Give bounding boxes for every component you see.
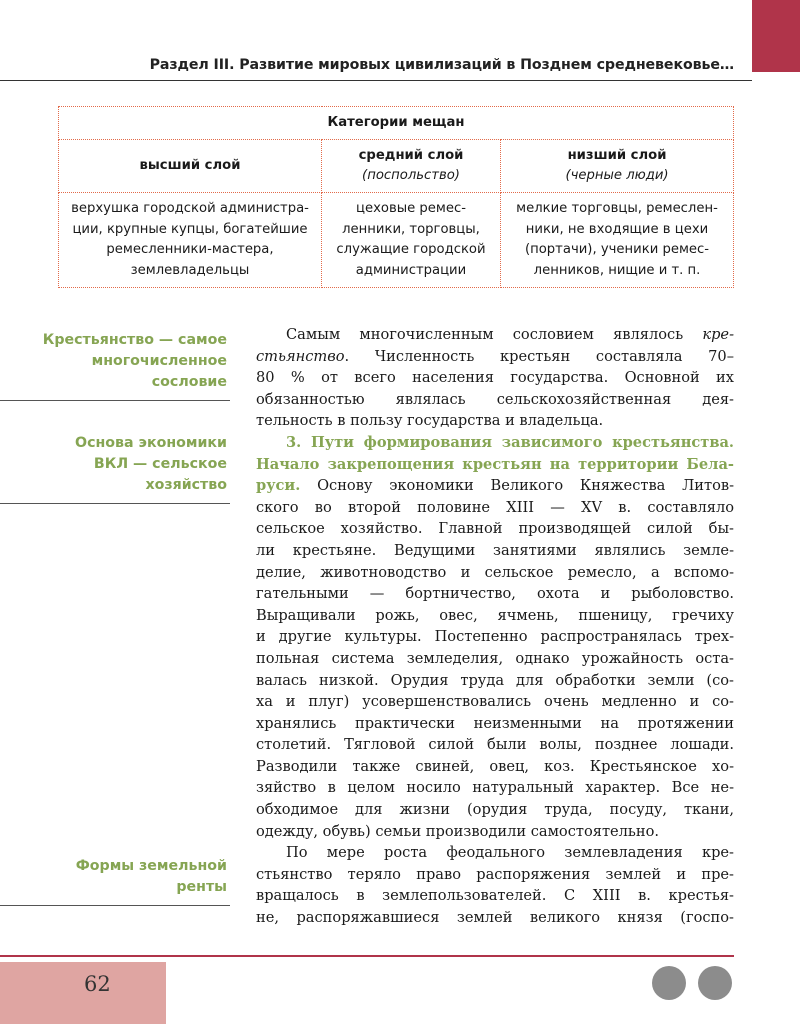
cell-line: цеховые ремес- bbox=[355, 201, 466, 216]
margin-note-economy bbox=[0, 433, 230, 504]
margin-note-peasantry bbox=[0, 330, 230, 401]
text-line: делие, животноводство и сельское ремесло, а вспомо- bbox=[256, 563, 734, 581]
column-header-middle bbox=[322, 140, 501, 193]
section-heading: Начало закрепощения крестьян на территории Бела- bbox=[256, 455, 734, 473]
column-header-name: средний слой bbox=[358, 147, 464, 163]
header-rule bbox=[0, 80, 752, 81]
note-rule bbox=[0, 400, 230, 401]
decorative-dot-icon bbox=[698, 966, 732, 1000]
text-line: вращалось в землепользователей. С XIII в. крестья- bbox=[256, 887, 734, 905]
note-line: Формы земельной bbox=[75, 858, 227, 874]
note-rule bbox=[0, 905, 230, 906]
note-line: сословие bbox=[151, 374, 227, 390]
table-header-row bbox=[59, 140, 734, 193]
text-line: тельность в пользу государства и владельца. bbox=[256, 412, 604, 430]
column-header-upper bbox=[59, 140, 322, 193]
text-line: ха и плуг) усовершенствовались очень медленно и со- bbox=[256, 693, 734, 711]
column-header-sub: (поспольство) bbox=[362, 168, 460, 183]
text-line: Выращивали рожь, овес, ячмень, пшеницу, гречиху bbox=[256, 606, 734, 624]
table-cell-lower bbox=[501, 193, 734, 288]
text-line: 80 % от всего населения государства. Основной их bbox=[256, 369, 734, 387]
text-line: Разводили также свиней, овец, коз. Крестьянское хо- bbox=[256, 757, 734, 775]
text-line: валась низкой. Орудия труда для обработки земли (со- bbox=[256, 671, 734, 689]
footer-rule bbox=[0, 955, 734, 957]
text-line: гательными — бортничество, охота и рыболовство. bbox=[256, 585, 734, 603]
note-line: ВКЛ — сельское bbox=[93, 456, 227, 472]
text-line: сельское хозяйство. Главной производящей силой бы- bbox=[256, 520, 734, 538]
section-heading: 3. Пути формирования зависимого крестьянства. bbox=[286, 433, 734, 451]
decorative-dot-icon bbox=[652, 966, 686, 1000]
cell-line: мелкие торговцы, ремеслен- bbox=[516, 201, 718, 216]
text-line: и другие культуры. Постепенно распространялась трех- bbox=[256, 628, 734, 646]
text-line: хранялись практически неизменными на протяжении bbox=[256, 714, 734, 732]
cell-line: администрации bbox=[355, 262, 467, 278]
cell-line: ленников, нищие и т. п. bbox=[533, 262, 701, 278]
table-title-row bbox=[59, 107, 734, 140]
column-header-lower bbox=[501, 140, 734, 193]
text-line: руси. Основу экономики Великого Княжества Литов- bbox=[256, 477, 734, 495]
table-cell-middle bbox=[322, 193, 501, 288]
text-line: ли крестьяне. Ведущими занятиями являлись земле- bbox=[256, 541, 734, 559]
section-color-tab bbox=[752, 0, 800, 72]
body-text bbox=[256, 324, 734, 929]
cell-line: ции, крупные купцы, богатейшие bbox=[72, 221, 308, 237]
table-row bbox=[59, 193, 734, 288]
text-line: обязанностью являлась сельскохозяйственная дея- bbox=[256, 390, 734, 408]
text-line: польная система земледелия, однако урожайность оста- bbox=[256, 649, 734, 667]
cell-line: верхушка городской администра- bbox=[71, 201, 309, 216]
page-number: 62 bbox=[84, 972, 111, 996]
note-line: хозяйство bbox=[145, 477, 227, 493]
column-header-sub: (черные люди) bbox=[565, 168, 669, 183]
text-line: стьянство. Численность крестьян составляла 70– bbox=[256, 347, 734, 365]
cell-line: (портачи), ученики ремес- bbox=[524, 242, 710, 257]
text-line: обходимое для жизни (орудия труда, посуду, ткани, bbox=[256, 801, 734, 819]
text-line: столетий. Тягловой силой были волы, позднее лошади. bbox=[256, 736, 734, 754]
cell-line: ремесленники-мастера, bbox=[106, 242, 274, 257]
margin-note-rent bbox=[0, 856, 230, 906]
note-rule bbox=[0, 503, 230, 504]
section-heading: руси. bbox=[256, 477, 301, 495]
note-line: многочисленное bbox=[91, 353, 227, 369]
text-line: не, распоряжавшиеся землей великого князя (госпо- bbox=[256, 909, 734, 927]
burghers-categories-table bbox=[58, 106, 734, 288]
text-line: По мере роста феодального землевладения кре- bbox=[286, 844, 734, 862]
table-title: Категории мещан bbox=[59, 107, 734, 140]
column-header-name: низший слой bbox=[567, 147, 667, 163]
cell-line: ники, не входящие в цехи bbox=[525, 221, 709, 237]
cell-line: служащие городской bbox=[336, 242, 486, 257]
text-line: Самым многочисленным сословием являлось кре- bbox=[286, 326, 734, 343]
text-line: стьянство теряло право распоряжения землей и пре- bbox=[256, 865, 734, 883]
note-line: Крестьянство — самое bbox=[42, 332, 227, 348]
cell-line: ленники, торговцы, bbox=[342, 221, 480, 237]
cell-line: землевладельцы bbox=[130, 262, 250, 278]
page-number-box bbox=[0, 962, 166, 1024]
text-line: одежду, обувь) семьи производили самостоятельно. bbox=[256, 822, 660, 840]
table-cell-upper bbox=[59, 193, 322, 288]
note-line: Основа экономики bbox=[75, 435, 227, 451]
note-line: ренты bbox=[176, 879, 227, 895]
text-line: ского во второй половине XIII — XV в. составляло bbox=[256, 498, 734, 516]
running-header: Раздел III. Развитие мировых цивилизаций в Позднем средневековье… bbox=[149, 57, 734, 73]
text-line: зяйство в целом носило натуральный характер. Все не- bbox=[256, 779, 734, 797]
column-header-name: высший слой bbox=[139, 157, 241, 173]
